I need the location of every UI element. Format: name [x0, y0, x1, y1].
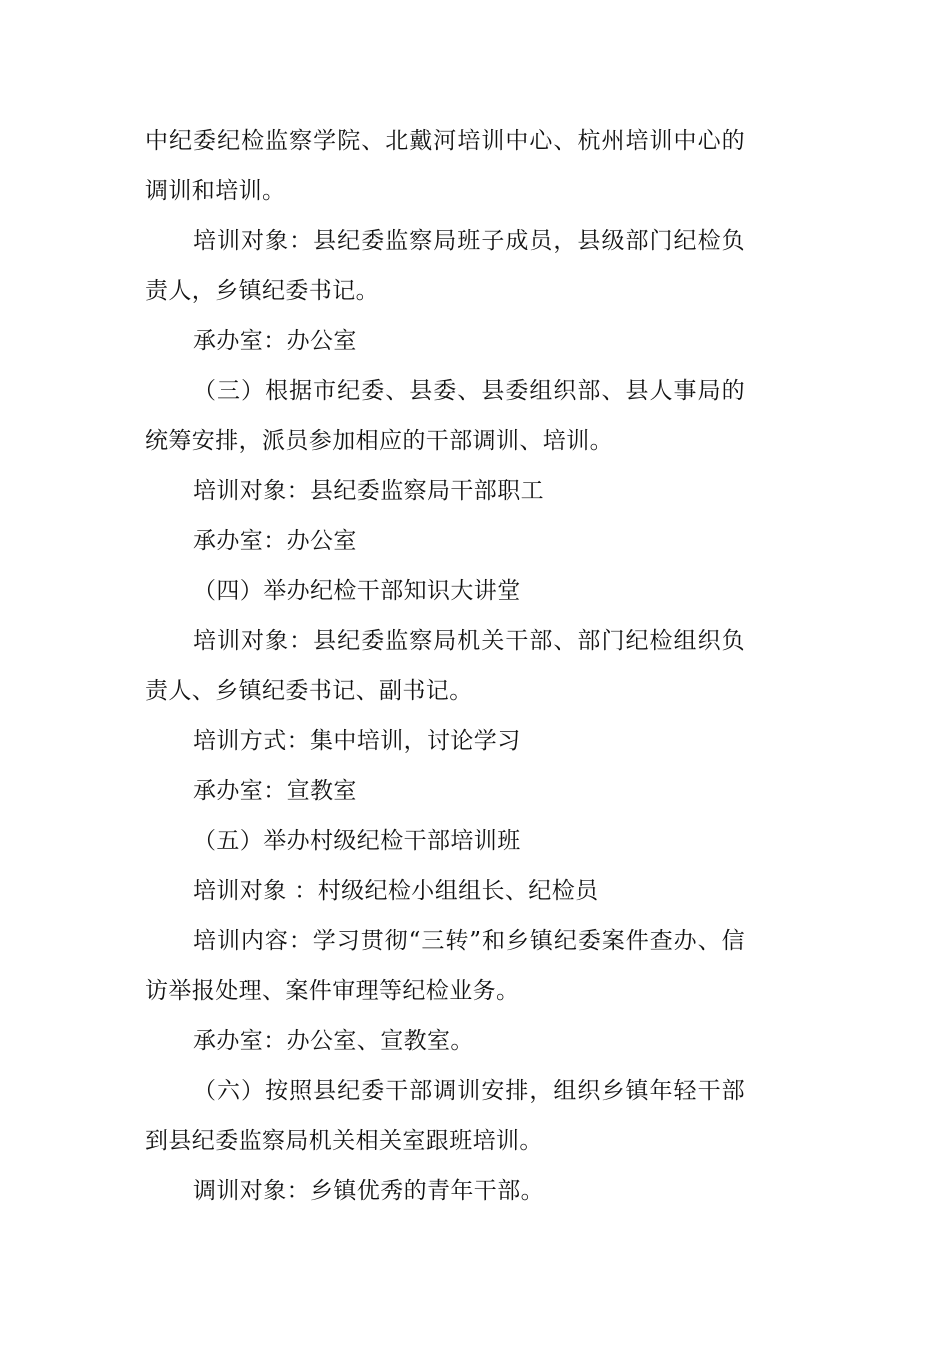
paragraph-6: 承办室：办公室 [193, 528, 357, 554]
paragraph-16: 调训对象：乡镇优秀的青年干部。 [193, 1178, 544, 1204]
paragraph-3: 承办室：办公室 [193, 328, 357, 354]
paragraph-4: （三）根据市纪委、县委、县委组织部、县人事局的统筹安排，派员参加相应的干部调训、培训。 [145, 378, 745, 454]
paragraph-12: 培训对象 ：村级纪检小组组长、纪检员 [193, 878, 599, 904]
paragraph-2: 培训对象：县纪委监察局班子成员，县级部门纪检负责人，乡镇纪委书记。 [145, 228, 745, 304]
document-body [145, 116, 745, 1216]
paragraph-1: 中纪委纪检监察学院、北戴河培训中心、杭州培训中心的调训和培训。 [145, 128, 745, 204]
paragraph-8: 培训对象：县纪委监察局机关干部、部门纪检组织负责人、乡镇纪委书记、副书记。 [145, 628, 745, 704]
paragraph-15: （六）按照县纪委干部调训安排，组织乡镇年轻干部到县纪委监察局机关相关室跟班培训。 [145, 1078, 745, 1154]
paragraph-13: 培训内容：学习贯彻“三转”和乡镇纪委案件查办、信访举报处理、案件审理等纪检业务。 [145, 928, 745, 1004]
paragraph-11: （五）举办村级纪检干部培训班 [193, 828, 521, 854]
paragraph-10: 承办室：宣教室 [193, 778, 357, 804]
paragraph-14: 承办室：办公室、宣教室。 [193, 1028, 474, 1054]
paragraph-7: （四）举办纪检干部知识大讲堂 [193, 578, 521, 604]
paragraph-5: 培训对象：县纪委监察局干部职工 [193, 478, 544, 504]
paragraph-9: 培训方式：集中培训，讨论学习 [193, 728, 521, 754]
